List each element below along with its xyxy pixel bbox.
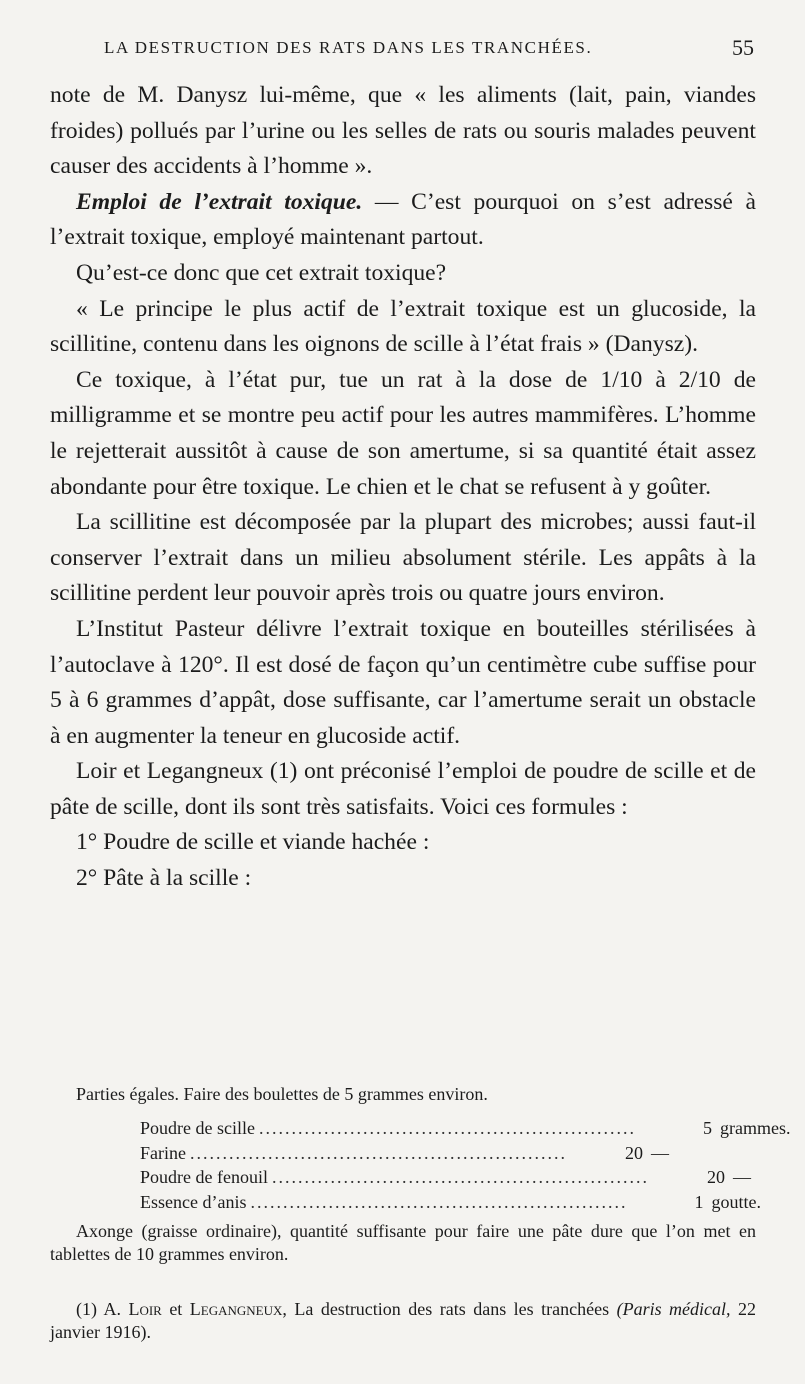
main-text	[50, 78, 756, 897]
ingredient-name: Poudre de fenouil	[140, 1167, 268, 1187]
footnote-title: , La destruction des rats dans les tranchées	[282, 1299, 610, 1319]
formula-1: 1° Poudre de scille et viande hachée :	[76, 829, 430, 856]
footnote-author: Legangneux	[189, 1299, 283, 1319]
ingredient-qty: 20	[624, 1142, 643, 1163]
paragraph: Ce toxique, à l’état pur, tue un rat à la dose de 1/10 à 2/10 de milligramme et se montre peu actif pour les autres mammifères. L’homme le rejetterait aussitôt à cause de son amertume, si sa quantité était assez abondante pour être toxique. Le chien et le chat se refusent à y goûter.	[50, 366, 756, 500]
formula-2: 2° Pâte à la scille :	[76, 865, 252, 892]
footnote-conj: et	[161, 1299, 190, 1319]
footnote-date: 22 janvier 1916).	[50, 1299, 757, 1342]
leader-dots: ..........................................................	[271, 1167, 649, 1187]
recipe-table	[140, 1116, 791, 1214]
ingredient-unit: grammes.	[719, 1118, 791, 1138]
footnote-text	[50, 1298, 756, 1344]
ingredient-qty: 20	[706, 1167, 725, 1187]
leader-dots: ..........................................................	[258, 1118, 636, 1138]
ingredient-unit: —	[650, 1142, 669, 1163]
running-title: LA DESTRUCTION DES RATS DANS LES TRANCHÉES.	[104, 38, 593, 57]
ingredient-unit: goutte.	[711, 1191, 761, 1212]
footnote-marker: (1) A.	[76, 1299, 121, 1319]
leader-dots: ..........................................................	[250, 1191, 628, 1212]
ingredient-qty: 5	[702, 1118, 712, 1138]
recipe-outro: Axonge (graisse ordinaire), quantité suffisante pour faire une pâte dure que l’on met en tablettes de 10 grammes environ.	[50, 1221, 756, 1264]
recipe-row	[140, 1165, 751, 1190]
footnote-author: Loir	[128, 1299, 162, 1319]
paragraph: Loir et Legangneux (1) ont préconisé l’emploi de poudre de scille et de pâte de scille, dont ils sont très satisfaits. Voici ces formules :	[50, 758, 756, 820]
leader-dots: ..........................................................	[189, 1142, 567, 1163]
paragraph: note de M. Danysz lui-même, que « les aliments (lait, pain, viandes froides) pollués par l’urine ou les selles de rats ou souris malades peuvent causer des accidents à l’homme ».	[50, 82, 756, 180]
footnote	[50, 1298, 756, 1344]
recipe-row	[140, 1190, 761, 1215]
paragraph: Qu’est-ce donc que cet extrait toxique?	[76, 259, 447, 286]
recipe-note	[50, 1083, 756, 1106]
ingredient-name: Farine	[140, 1142, 186, 1163]
paragraph: L’Institut Pasteur délivre l’extrait toxique en bouteilles stérilisées à l’autoclave à 120°. Il est dosé de façon qu’un centimètre cube suffise pour 5 à 6 grammes d’appât, dose suffisante, car l’amertume serait un obstacle à en augmenter la teneur en glucoside actif.	[50, 615, 756, 749]
ingredient-unit: —	[732, 1167, 751, 1187]
ingredient-qty: 1	[694, 1191, 704, 1212]
paragraph-text: — C’est pourquoi on s’est adressé à l’extrait toxique, employé maintenant partout.	[50, 188, 756, 251]
page-number: 55	[732, 35, 754, 60]
ingredient-name: Poudre de scille	[140, 1118, 255, 1138]
recipe-outro-block	[50, 1220, 756, 1266]
paragraph: La scillitine est décomposée par la plupart des microbes; aussi faut-il conserver l’extrait dans un milieu absolument stérile. Les appâts à la scillitine perdent leur pouvoir après trois ou quatre jours environ.	[50, 509, 756, 607]
paragraph: « Le principe le plus actif de l’extrait toxique est un glucoside, la scillitine, contenu dans les oignons de scille à l’état frais » (Danysz).	[50, 295, 756, 358]
recipe-row	[140, 1116, 791, 1141]
section-paragraph	[50, 185, 756, 256]
ingredient-name: Essence d’anis	[140, 1191, 247, 1212]
running-header	[104, 35, 754, 60]
recipe-row	[140, 1141, 669, 1166]
footnote-source: (Paris médical,	[616, 1299, 731, 1319]
recipe-intro: Parties égales. Faire des boulettes de 5 grammes environ.	[76, 1084, 488, 1104]
section-heading: Emploi de l’extrait toxique.	[76, 188, 363, 215]
